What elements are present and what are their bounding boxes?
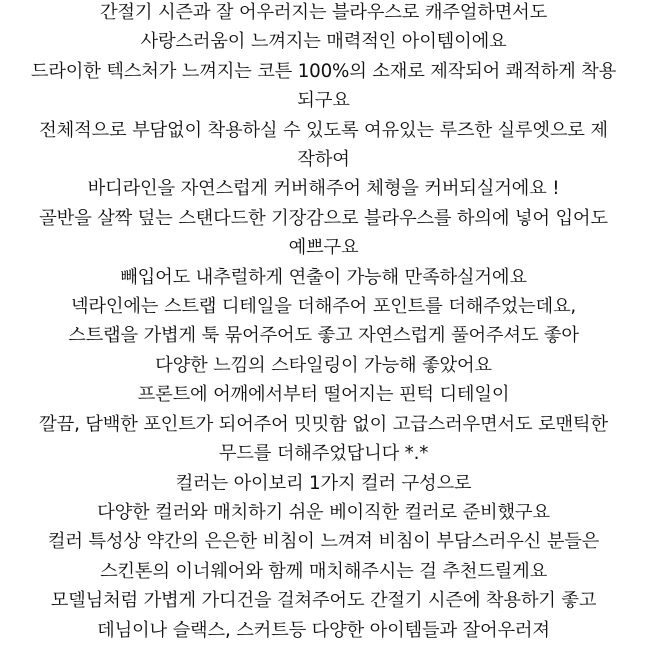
- description-line: 되구요: [297, 90, 350, 112]
- description-line: 스킨톤의 이너웨어와 함께 매치해주시는 걸 추천드릴게요: [99, 560, 548, 582]
- description-line: 예쁘구요: [288, 237, 359, 259]
- description-line: 컬러 특성상 약간의 은은한 비침이 느껴져 비침이 부담스러우신 분들은: [47, 531, 600, 553]
- description-line: 다양한 느낌의 스타일링이 가능해 좋았어요: [155, 354, 492, 376]
- description-line: 무드를 더해주었답니다 *.*: [218, 443, 429, 465]
- description-line: 다양한 컬러와 매치하기 쉬운 베이직한 컬러로 준비했구요: [97, 501, 550, 523]
- description-line: 데님이나 슬랙스, 스커트등 다양한 아이템들과 잘어우러져: [97, 619, 550, 641]
- description-line: 모델님처럼 가볍게 가디건을 걸쳐주어도 간절기 시즌에 착용하기 좋고: [50, 590, 597, 612]
- description-line: 프론트에 어깨에서부터 떨어지는 핀턱 디테일이: [137, 384, 510, 406]
- description-line: 깔끔, 담백한 포인트가 되어주어 밋밋함 없이 고급스러우면서도 로맨틱한: [39, 413, 608, 435]
- description-line: 드라이한 텍스처가 느껴지는 코튼 100%의 소재로 제작되어 쾌적하게 착용: [30, 60, 617, 82]
- description-line: 빼입어도 내추럴하게 연출이 가능해 만족하실거에요: [120, 266, 527, 288]
- description-line: 컬러는 아이보리 1가지 컬러 구성으로: [175, 472, 472, 494]
- description-line: 골반을 살짝 덮는 스탠다드한 기장감으로 블라우스를 하의에 넣어 입어도: [39, 207, 608, 229]
- description-line: 전체적으로 부담없이 착용하실 수 있도록 여유있는 루즈한 실루엣으로 제: [39, 119, 608, 141]
- description-line: 간절기 시즌과 잘 어우러지는 블라우스로 캐주얼하면서도: [99, 2, 548, 23]
- description-line: 작하여: [297, 149, 350, 171]
- description-line: 사랑스러움이 느껴지는 매력적인 아이템이에요: [140, 31, 507, 53]
- description-line: 넥라인에는 스트랩 디테일을 더해주어 포인트를 더해주었는데요,: [70, 296, 577, 318]
- description-line: 바디라인을 자연스럽게 커버해주어 체형을 커버되실거에요 !: [87, 178, 560, 200]
- description-line: 스트랩을 가볍게 툭 묶어주어도 좋고 자연스럽게 풀어주셔도 좋아: [68, 325, 579, 347]
